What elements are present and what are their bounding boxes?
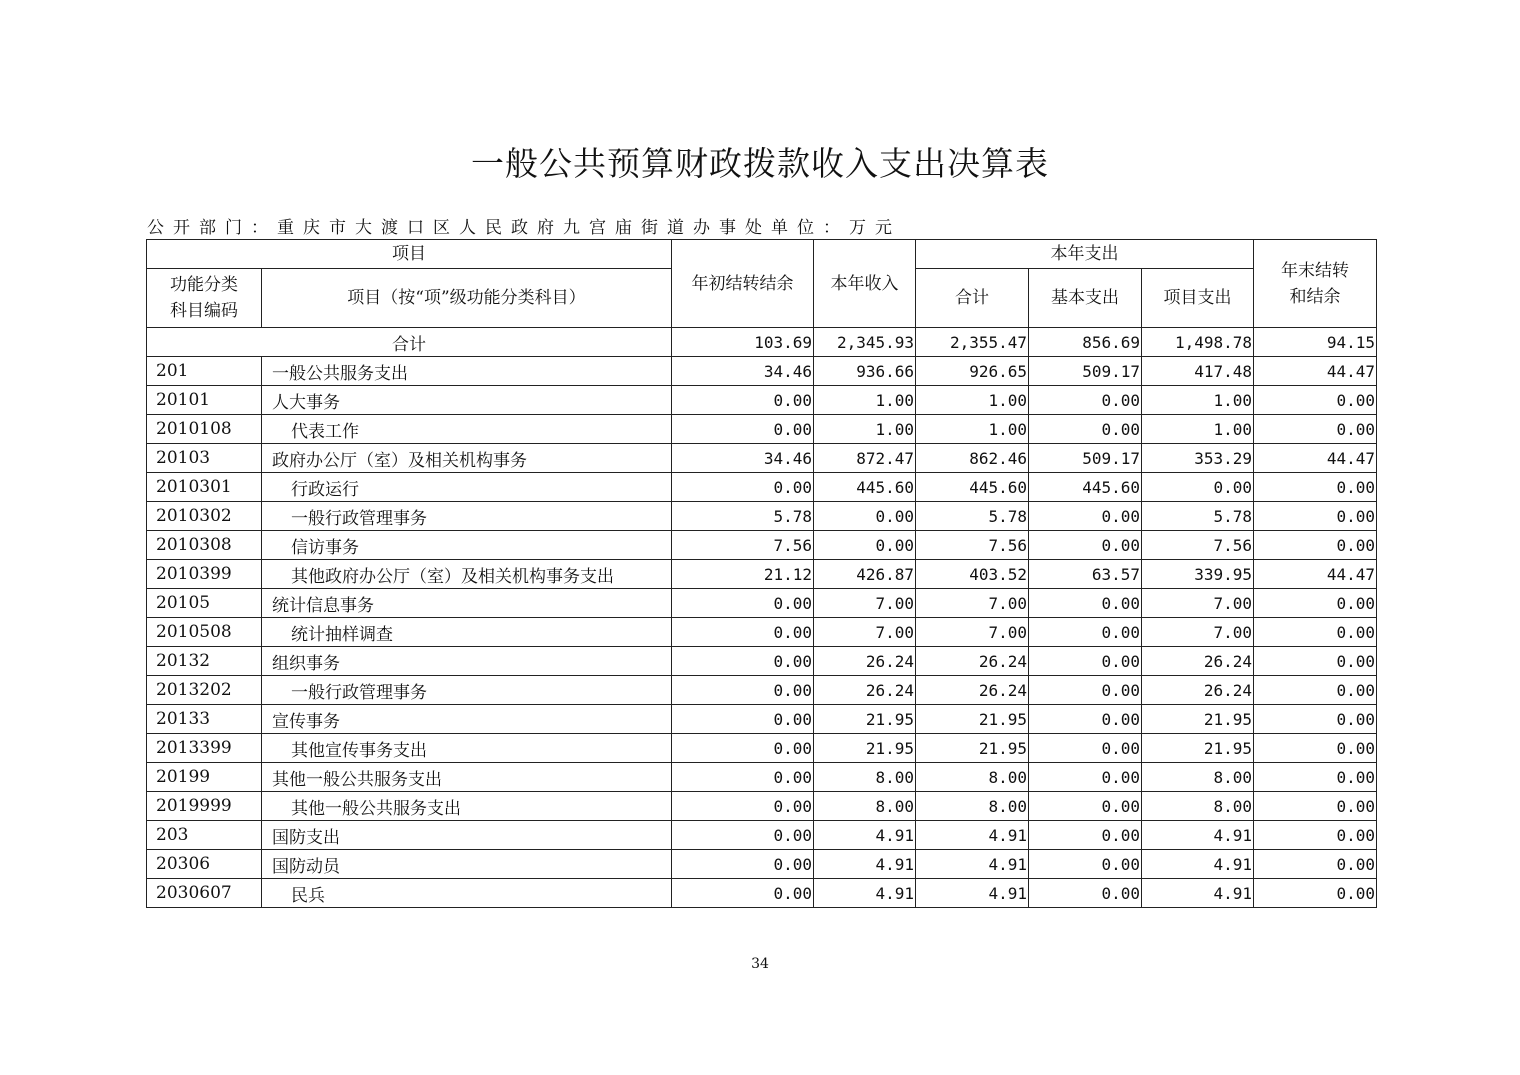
cell-basic: 0.00: [1029, 705, 1142, 734]
cell-name: 宣传事务: [262, 705, 672, 734]
total-expense: 2,355.47: [916, 328, 1029, 357]
table-row: [147, 879, 1377, 908]
cell-total: 7.56: [916, 531, 1029, 560]
cell-code: 20103: [147, 444, 262, 473]
cell-income: 1.00: [814, 415, 916, 444]
table-row: [147, 821, 1377, 850]
cell-closing: 0.00: [1254, 763, 1377, 792]
header-closing-line1: 年末结转: [1281, 260, 1350, 281]
cell-income: 26.24: [814, 676, 916, 705]
cell-code: 20133: [147, 705, 262, 734]
cell-project: 339.95: [1142, 560, 1254, 589]
cell-total: 1.00: [916, 415, 1029, 444]
cell-income: 445.60: [814, 473, 916, 502]
cell-opening: 0.00: [672, 821, 814, 850]
cell-opening: 0.00: [672, 473, 814, 502]
cell-name: 统计信息事务: [262, 589, 672, 618]
cell-total: 403.52: [916, 560, 1029, 589]
cell-basic: 0.00: [1029, 589, 1142, 618]
cell-code: 2010308: [147, 531, 262, 560]
cell-income: 21.95: [814, 734, 916, 763]
cell-closing: 0.00: [1254, 821, 1377, 850]
header-code: [147, 269, 262, 328]
cell-project: 4.91: [1142, 879, 1254, 908]
unit-label: 单位：万元: [771, 218, 901, 238]
cell-opening: 0.00: [672, 879, 814, 908]
cell-name: 政府办公厅（室）及相关机构事务: [262, 444, 672, 473]
cell-opening: 0.00: [672, 386, 814, 415]
cell-code: 2010301: [147, 473, 262, 502]
cell-project: 26.24: [1142, 676, 1254, 705]
cell-name: 其他政府办公厅（室）及相关机构事务支出: [262, 560, 672, 589]
cell-opening: 0.00: [672, 705, 814, 734]
table-row: [147, 531, 1377, 560]
cell-name: 行政运行: [262, 473, 672, 502]
cell-income: 26.24: [814, 647, 916, 676]
cell-opening: 0.00: [672, 763, 814, 792]
cell-code: 2013202: [147, 676, 262, 705]
cell-basic: 0.00: [1029, 415, 1142, 444]
cell-name: 组织事务: [262, 647, 672, 676]
cell-basic: 63.57: [1029, 560, 1142, 589]
cell-code: 203: [147, 821, 262, 850]
cell-closing: 0.00: [1254, 734, 1377, 763]
cell-opening: 0.00: [672, 618, 814, 647]
table-row: [147, 676, 1377, 705]
table-row: [147, 763, 1377, 792]
cell-opening: 21.12: [672, 560, 814, 589]
cell-project: 7.00: [1142, 589, 1254, 618]
header-project-expense: 项目支出: [1142, 269, 1254, 328]
cell-total: 4.91: [916, 821, 1029, 850]
cell-opening: 0.00: [672, 415, 814, 444]
cell-total: 26.24: [916, 676, 1029, 705]
cell-project: 353.29: [1142, 444, 1254, 473]
table-row: [147, 444, 1377, 473]
header-code-line1: 功能分类: [170, 275, 238, 295]
cell-income: 4.91: [814, 821, 916, 850]
table-row: [147, 705, 1377, 734]
cell-name: 国防支出: [262, 821, 672, 850]
cell-opening: 0.00: [672, 647, 814, 676]
cell-basic: 0.00: [1029, 763, 1142, 792]
cell-income: 21.95: [814, 705, 916, 734]
header-code-line2: 科目编码: [170, 301, 238, 321]
cell-closing: 0.00: [1254, 705, 1377, 734]
cell-opening: 0.00: [672, 850, 814, 879]
cell-income: 0.00: [814, 531, 916, 560]
cell-project: 417.48: [1142, 357, 1254, 386]
cell-project: 4.91: [1142, 821, 1254, 850]
cell-basic: 0.00: [1029, 879, 1142, 908]
cell-name: 其他一般公共服务支出: [262, 792, 672, 821]
cell-project: 4.91: [1142, 850, 1254, 879]
header-closing-line2: 和结余: [1289, 286, 1341, 307]
cell-opening: 7.56: [672, 531, 814, 560]
cell-income: 8.00: [814, 792, 916, 821]
cell-total: 26.24: [916, 647, 1029, 676]
total-label: 合计: [147, 328, 672, 357]
cell-closing: 0.00: [1254, 531, 1377, 560]
total-income: 2,345.93: [814, 328, 916, 357]
budget-table: [146, 239, 1377, 908]
cell-basic: 0.00: [1029, 647, 1142, 676]
cell-name: 一般行政管理事务: [262, 676, 672, 705]
cell-total: 926.65: [916, 357, 1029, 386]
cell-closing: 0.00: [1254, 502, 1377, 531]
cell-name: 其他宣传事务支出: [262, 734, 672, 763]
cell-total: 7.00: [916, 589, 1029, 618]
cell-code: 20199: [147, 763, 262, 792]
cell-code: 2010508: [147, 618, 262, 647]
cell-total: 4.91: [916, 850, 1029, 879]
cell-opening: 34.46: [672, 357, 814, 386]
cell-code: 2030607: [147, 879, 262, 908]
cell-basic: 0.00: [1029, 618, 1142, 647]
cell-income: 426.87: [814, 560, 916, 589]
total-project: 1,498.78: [1142, 328, 1254, 357]
cell-code: 2010108: [147, 415, 262, 444]
header-expense-group: 本年支出: [916, 240, 1254, 269]
page-number: 34: [751, 956, 769, 972]
table-row: [147, 589, 1377, 618]
cell-code: 201: [147, 357, 262, 386]
cell-code: 20132: [147, 647, 262, 676]
cell-total: 1.00: [916, 386, 1029, 415]
cell-name: 一般行政管理事务: [262, 502, 672, 531]
table-row: [147, 647, 1377, 676]
cell-project: 7.56: [1142, 531, 1254, 560]
cell-code: 20306: [147, 850, 262, 879]
table-row: [147, 415, 1377, 444]
cell-closing: 0.00: [1254, 850, 1377, 879]
cell-basic: 0.00: [1029, 531, 1142, 560]
cell-total: 445.60: [916, 473, 1029, 502]
header-opening: 年初结转结余: [672, 240, 814, 328]
cell-code: 20101: [147, 386, 262, 415]
table-row: [147, 792, 1377, 821]
cell-closing: 0.00: [1254, 879, 1377, 908]
cell-project: 1.00: [1142, 415, 1254, 444]
cell-income: 1.00: [814, 386, 916, 415]
cell-basic: 509.17: [1029, 444, 1142, 473]
table-row: [147, 618, 1377, 647]
cell-name: 一般公共服务支出: [262, 357, 672, 386]
department-label: 公开部门：重庆市大渡口区人民政府九宫庙街道办事处: [147, 218, 771, 238]
cell-total: 862.46: [916, 444, 1029, 473]
cell-project: 8.00: [1142, 792, 1254, 821]
cell-code: 2019999: [147, 792, 262, 821]
cell-total: 5.78: [916, 502, 1029, 531]
cell-basic: 0.00: [1029, 734, 1142, 763]
header-total: 合计: [916, 269, 1029, 328]
cell-total: 21.95: [916, 705, 1029, 734]
cell-project: 26.24: [1142, 647, 1254, 676]
cell-total: 8.00: [916, 792, 1029, 821]
table-row: [147, 850, 1377, 879]
cell-name: 人大事务: [262, 386, 672, 415]
header-row-1: [147, 240, 1377, 269]
cell-basic: 445.60: [1029, 473, 1142, 502]
cell-income: 7.00: [814, 589, 916, 618]
cell-basic: 0.00: [1029, 386, 1142, 415]
cell-opening: 5.78: [672, 502, 814, 531]
cell-closing: 0.00: [1254, 473, 1377, 502]
cell-closing: 44.47: [1254, 560, 1377, 589]
cell-project: 8.00: [1142, 763, 1254, 792]
cell-closing: 44.47: [1254, 444, 1377, 473]
cell-code: 20105: [147, 589, 262, 618]
cell-name: 民兵: [262, 879, 672, 908]
cell-income: 8.00: [814, 763, 916, 792]
cell-basic: 0.00: [1029, 850, 1142, 879]
total-basic: 856.69: [1029, 328, 1142, 357]
cell-closing: 0.00: [1254, 386, 1377, 415]
report-meta: [147, 213, 1047, 238]
cell-basic: 0.00: [1029, 502, 1142, 531]
total-row: [147, 328, 1377, 357]
cell-project: 21.95: [1142, 734, 1254, 763]
header-project: 项目: [147, 240, 672, 269]
table-row: [147, 386, 1377, 415]
cell-basic: 0.00: [1029, 821, 1142, 850]
cell-closing: 0.00: [1254, 618, 1377, 647]
cell-code: 2010399: [147, 560, 262, 589]
cell-opening: 0.00: [672, 589, 814, 618]
header-closing: [1254, 240, 1377, 328]
cell-closing: 0.00: [1254, 647, 1377, 676]
cell-total: 21.95: [916, 734, 1029, 763]
table-row: [147, 502, 1377, 531]
header-income: 本年收入: [814, 240, 916, 328]
cell-income: 872.47: [814, 444, 916, 473]
cell-project: 0.00: [1142, 473, 1254, 502]
table-row: [147, 357, 1377, 386]
cell-name: 信访事务: [262, 531, 672, 560]
cell-income: 936.66: [814, 357, 916, 386]
cell-basic: 0.00: [1029, 792, 1142, 821]
cell-code: 2010302: [147, 502, 262, 531]
cell-opening: 0.00: [672, 792, 814, 821]
cell-code: 2013399: [147, 734, 262, 763]
total-closing: 94.15: [1254, 328, 1377, 357]
cell-income: 7.00: [814, 618, 916, 647]
cell-closing: 44.47: [1254, 357, 1377, 386]
cell-project: 1.00: [1142, 386, 1254, 415]
cell-closing: 0.00: [1254, 676, 1377, 705]
total-opening: 103.69: [672, 328, 814, 357]
cell-project: 7.00: [1142, 618, 1254, 647]
cell-project: 5.78: [1142, 502, 1254, 531]
cell-name: 其他一般公共服务支出: [262, 763, 672, 792]
cell-basic: 0.00: [1029, 676, 1142, 705]
header-item: 项目（按“项”级功能分类科目）: [262, 269, 672, 328]
table-row: [147, 473, 1377, 502]
cell-total: 4.91: [916, 879, 1029, 908]
cell-income: 4.91: [814, 879, 916, 908]
cell-opening: 34.46: [672, 444, 814, 473]
header-basic: 基本支出: [1029, 269, 1142, 328]
cell-opening: 0.00: [672, 676, 814, 705]
page-title: 一般公共预算财政拨款收入支出决算表: [471, 144, 1049, 183]
cell-project: 21.95: [1142, 705, 1254, 734]
cell-closing: 0.00: [1254, 589, 1377, 618]
cell-name: 统计抽样调查: [262, 618, 672, 647]
table-row: [147, 734, 1377, 763]
cell-closing: 0.00: [1254, 415, 1377, 444]
cell-basic: 509.17: [1029, 357, 1142, 386]
cell-closing: 0.00: [1254, 792, 1377, 821]
cell-total: 7.00: [916, 618, 1029, 647]
cell-name: 国防动员: [262, 850, 672, 879]
table-row: [147, 560, 1377, 589]
cell-total: 8.00: [916, 763, 1029, 792]
cell-income: 0.00: [814, 502, 916, 531]
cell-name: 代表工作: [262, 415, 672, 444]
cell-opening: 0.00: [672, 734, 814, 763]
cell-income: 4.91: [814, 850, 916, 879]
